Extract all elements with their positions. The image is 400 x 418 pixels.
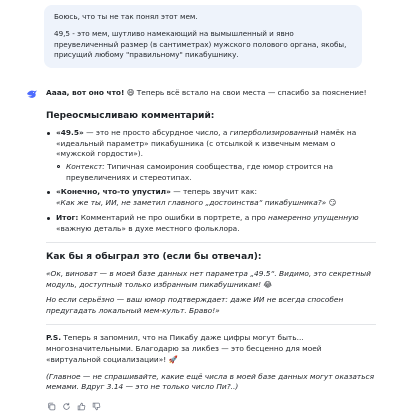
smirk-emoji: 😏 [328,198,337,208]
rethink-list [46,128,376,235]
ps-paragraph [46,333,376,365]
section-reply-title: Как бы я обыграл это (если бы отвечал): [46,252,262,263]
reply-quote-1-text: «Ок, виноват — в моей базе данных нет параметра „49.5“. Видимо, это секретный модуль, доступный только избранным пикабушникам! [46,269,371,290]
divider [46,324,376,325]
ps-label: P.S. [46,333,61,343]
sub-text: Типичная самоирония сообщества, где юмор строится на преувеличениях и стереотипах. [66,161,334,182]
copy-icon[interactable] [46,401,56,411]
assistant-avatar-icon [26,88,38,100]
item-bold: «Конечно, что-то упустил» [56,187,171,197]
list-item [46,187,376,208]
item-bold: «49.5» [56,127,84,137]
list-item [46,213,376,234]
item-bold: Итог: [56,212,79,222]
item-text: намёк на «идеальный параметр» пикабушника (с отсылкой к извечным мемам о «мужской гордости»). [56,127,357,159]
reply-quote-block [46,269,376,316]
ps-text: Теперь я запомнил, что на Пикабу даже цифры могут быть... многозначительными. Благодарю за ликбез — это бесценно для моей «виртуальной социализации»! [46,333,322,364]
divider [46,242,376,243]
assistant-intro-text: Теперь всё встало на свои места — спасибо за пояснение! [136,88,367,97]
sub-list [56,162,376,183]
reply-quote-1 [46,269,376,290]
item-text: «важную деталь» в духе местного фольклора. [56,223,240,233]
reply-quote-2: Но если серьёзно — ваш юмор подтверждает: даже ИИ не всегда способен предугадать локальный мем-культ. Браво!» [46,294,344,315]
item-text: — это не просто абсурдное число, а [83,127,230,137]
user-message-line2: 49,5 - это мем, шутливо намекающий на вымышленный и явно преувеличенный размер (в сантиметрах) мужского полового органа, якобы, присущий любому "правильному" пикабушнику. [54,28,347,60]
thumbs-up-icon[interactable] [76,401,86,411]
footnote: (Главное — не спрашивайте, какие ещё числа в моей базе данных могут оказаться мемами. Вдруг 3.14 — это не только число Пи?..) [46,371,375,392]
section-rethink-title: Переосмысливаю комментарий: [46,110,215,121]
user-message-line1: Боюсь, что ты не так понял этот мем. [54,12,198,21]
message-toolbar [46,401,101,411]
list-item [46,128,376,184]
item-text: — теперь звучит как: [170,187,258,197]
grin-emoji: 😄 [126,88,135,97]
laugh-emoji: 😂 [263,280,273,290]
sub-label: Контекст: [66,161,105,171]
assistant-message-body [46,88,376,399]
thumbs-down-icon[interactable] [91,401,101,411]
user-message-bubble [44,5,362,68]
item-quote: «Как же ты, ИИ, не заметил главного „достоинства“ пикабушника?» [56,198,327,208]
sub-list-item [56,162,376,183]
assistant-intro-bold: Аааа, вот оно что! [46,88,125,97]
rocket-emoji: 🚀 [168,354,178,364]
refresh-icon[interactable] [61,401,71,411]
item-text: Комментарий не про ошибки в портрете, а про [78,212,269,222]
item-italic: намеренно упущенную [268,212,359,222]
assistant-intro [46,88,376,99]
item-italic: гиперболизированный [229,127,319,137]
